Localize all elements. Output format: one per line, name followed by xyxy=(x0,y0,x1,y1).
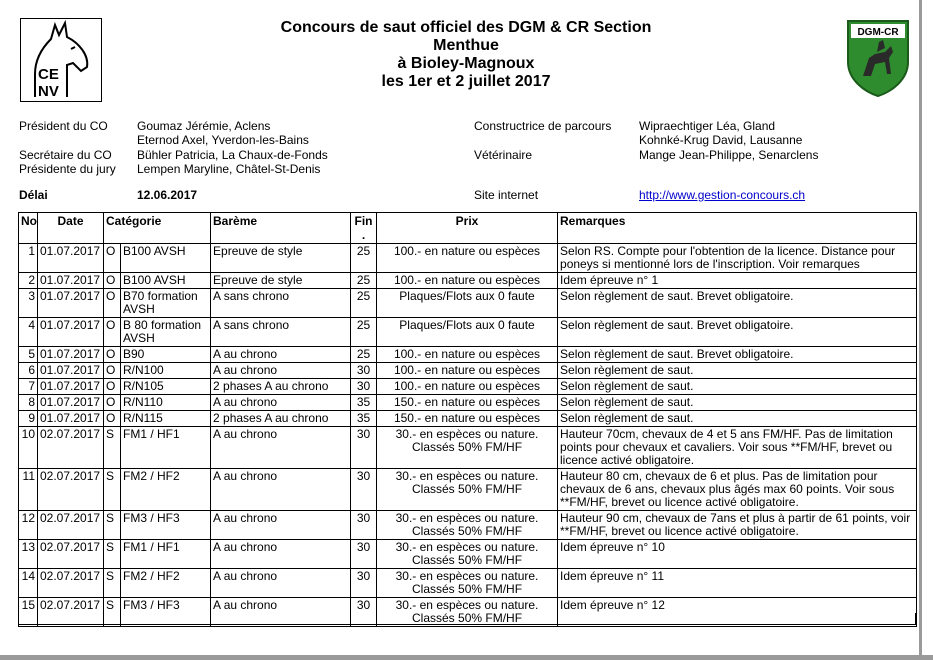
row-type: O xyxy=(104,347,121,363)
page-edge-shadow xyxy=(919,0,922,660)
site-link[interactable]: http://www.gestion-concours.ch xyxy=(639,188,806,202)
row-remarques: Hauteur 70cm, chevaux de 4 et 5 ans FM/HF. Pas de limitation points pour chevaux et cavaliers. Voir sous **FM/HF, brevet ou licence activé obligatoire. xyxy=(558,427,917,469)
row-category: B100 AVSH xyxy=(121,273,211,289)
row-fin: 30 xyxy=(351,427,377,469)
row-category: B 80 formation AVSH xyxy=(121,318,211,347)
row-prix: 100.- en nature ou espèces xyxy=(377,363,558,379)
table-row xyxy=(19,511,917,540)
header-fin: Fin . xyxy=(351,213,377,244)
row-fin: 25 xyxy=(351,289,377,318)
row-prix: 150.- en nature ou espèces xyxy=(377,411,558,427)
table-row xyxy=(19,318,917,347)
title-line-3: à Bioley-Magnoux xyxy=(397,55,535,72)
row-category: B90 xyxy=(121,347,211,363)
secretary-name: Bühler Patricia, La Chaux-de-Fonds xyxy=(137,148,328,162)
row-category: FM3 / HF3 xyxy=(121,511,211,540)
row-fin: 30 xyxy=(351,363,377,379)
row-remarques: Selon règlement de saut. Brevet obligatoire. xyxy=(558,289,917,318)
row-category: R/N105 xyxy=(121,379,211,395)
row-type: S xyxy=(104,569,121,598)
row-prix: 150.- en nature ou espèces xyxy=(377,395,558,411)
table-row xyxy=(19,411,917,427)
row-type: S xyxy=(104,469,121,511)
row-remarques: Selon règlement de saut. xyxy=(558,363,917,379)
row-prix: 30.- en espèces ou nature. Classés 50% FM/HF xyxy=(377,469,558,511)
table-row xyxy=(19,427,917,469)
row-date: 02.07.2017 xyxy=(38,427,104,469)
row-prix: 100.- en nature ou espèces xyxy=(377,244,558,273)
row-remarques: Selon RS. Compte pour l'obtention de la licence. Distance pour poneys si mentionné lors de l'inscription. Voir remarques xyxy=(558,244,917,273)
row-fin: 25 xyxy=(351,244,377,273)
president-name-2: Eternod Axel, Yverdon-les-Bains xyxy=(137,133,309,147)
row-number: 4 xyxy=(19,318,38,347)
row-type: O xyxy=(104,395,121,411)
row-date: 01.07.2017 xyxy=(38,318,104,347)
row-number: 12 xyxy=(19,511,38,540)
row-category: FM1 / HF1 xyxy=(121,427,211,469)
course-builder-name-2: Kohnké-Krug David, Lausanne xyxy=(639,133,803,147)
row-type: O xyxy=(104,411,121,427)
row-bareme: Epreuve de style xyxy=(211,244,351,273)
row-remarques: Hauteur 90 cm, chevaux de 7ans et plus à partir de 61 points, voir **FM/HF, brevet ou licence activé obligatoire. xyxy=(558,511,917,540)
row-type: O xyxy=(104,363,121,379)
row-prix: 100.- en nature ou espèces xyxy=(377,273,558,289)
vet-name: Mange Jean-Philippe, Senarclens xyxy=(639,148,819,162)
row-number: 10 xyxy=(19,427,38,469)
row-fin: 30 xyxy=(351,469,377,511)
table-row xyxy=(19,395,917,411)
table-header-row xyxy=(19,213,917,244)
row-date: 02.07.2017 xyxy=(38,469,104,511)
header-no: No xyxy=(19,213,38,244)
row-date: 02.07.2017 xyxy=(38,540,104,569)
row-bareme: Epreuve de style xyxy=(211,273,351,289)
row-category: FM1 / HF1 xyxy=(121,540,211,569)
row-bareme: A au chrono xyxy=(211,395,351,411)
row-remarques: Idem épreuve n° 11 xyxy=(558,569,917,598)
row-prix: 30.- en espèces ou nature. Classés 50% FM/HF xyxy=(377,598,558,627)
row-fin: 25 xyxy=(351,318,377,347)
row-bareme: A au chrono xyxy=(211,598,351,627)
row-prix: 30.- en espèces ou nature. Classés 50% FM/HF xyxy=(377,540,558,569)
row-type: S xyxy=(104,540,121,569)
vet-label: Vétérinaire xyxy=(474,148,533,162)
row-date: 02.07.2017 xyxy=(38,598,104,627)
dgm-cr-logo xyxy=(845,18,911,98)
row-category: FM2 / HF2 xyxy=(121,469,211,511)
header-bareme: Barème xyxy=(211,213,351,244)
table-row xyxy=(19,273,917,289)
delai-value: 12.06.2017 xyxy=(137,188,198,202)
row-bareme: A au chrono xyxy=(211,540,351,569)
row-fin: 30 xyxy=(351,569,377,598)
row-fin: 35 xyxy=(351,395,377,411)
row-fin: 25 xyxy=(351,273,377,289)
row-fin: 35 xyxy=(351,411,377,427)
title-line-2: Menthue xyxy=(433,37,499,54)
table-row xyxy=(19,289,917,318)
row-type: O xyxy=(104,273,121,289)
row-prix: 30.- en espèces ou nature. Classés 50% FM/HF xyxy=(377,511,558,540)
cenv-logo xyxy=(20,18,102,102)
row-category: R/N110 xyxy=(121,395,211,411)
row-number: 8 xyxy=(19,395,38,411)
row-category: B70 formation AVSH xyxy=(121,289,211,318)
row-fin: 30 xyxy=(351,598,377,627)
row-number: 11 xyxy=(19,469,38,511)
row-bareme: A au chrono xyxy=(211,469,351,511)
row-prix: 30.- en espèces ou nature. Classés 50% FM/HF xyxy=(377,427,558,469)
row-category: R/N115 xyxy=(121,411,211,427)
row-fin: 30 xyxy=(351,540,377,569)
row-fin: 30 xyxy=(351,379,377,395)
secretary-label: Secrétaire du CO xyxy=(19,148,112,162)
page-title xyxy=(160,19,772,91)
row-number: 2 xyxy=(19,273,38,289)
row-number: 5 xyxy=(19,347,38,363)
row-number: 15 xyxy=(19,598,38,627)
row-type: O xyxy=(104,318,121,347)
row-number: 14 xyxy=(19,569,38,598)
row-number: 9 xyxy=(19,411,38,427)
table-row xyxy=(19,469,917,511)
row-date: 01.07.2017 xyxy=(38,363,104,379)
row-bareme: A sans chrono xyxy=(211,289,351,318)
row-number: 3 xyxy=(19,289,38,318)
row-type: S xyxy=(104,511,121,540)
jury-name: Lempen Maryline, Châtel-St-Denis xyxy=(137,162,321,176)
row-type: O xyxy=(104,289,121,318)
table-row xyxy=(19,347,917,363)
jury-label: Présidente du jury xyxy=(19,162,116,176)
row-bareme: A au chrono xyxy=(211,427,351,469)
row-prix: 100.- en nature ou espèces xyxy=(377,379,558,395)
table-row xyxy=(19,540,917,569)
svg-text:CE: CE xyxy=(38,66,59,83)
row-bareme: 2 phases A au chrono xyxy=(211,379,351,395)
row-category: R/N100 xyxy=(121,363,211,379)
header-remarques: Remarques xyxy=(558,213,917,244)
table-row xyxy=(19,569,917,598)
title-line-1: Concours de saut officiel des DGM & CR Section xyxy=(280,19,652,36)
row-date: 01.07.2017 xyxy=(38,289,104,318)
delai-label: Délai xyxy=(19,188,48,202)
shield-icon xyxy=(845,18,911,98)
president-name-1: Goumaz Jérémie, Aclens xyxy=(137,119,271,133)
site-label: Site internet xyxy=(474,188,539,202)
row-number: 6 xyxy=(19,363,38,379)
row-remarques: Selon règlement de saut. xyxy=(558,379,917,395)
row-prix: 100.- en nature ou espèces xyxy=(377,347,558,363)
row-bareme: A sans chrono xyxy=(211,318,351,347)
row-number: 7 xyxy=(19,379,38,395)
schedule-table xyxy=(18,212,917,627)
svg-text:NV: NV xyxy=(38,83,59,100)
row-type: O xyxy=(104,244,121,273)
row-remarques: Idem épreuve n° 1 xyxy=(558,273,917,289)
table-row xyxy=(19,379,917,395)
header-categorie: Catégorie xyxy=(104,213,211,244)
row-date: 01.07.2017 xyxy=(38,379,104,395)
table-row xyxy=(19,363,917,379)
row-number: 13 xyxy=(19,540,38,569)
row-type: S xyxy=(104,598,121,627)
row-prix: 30.- en espèces ou nature. Classés 50% FM/HF xyxy=(377,569,558,598)
row-date: 02.07.2017 xyxy=(38,569,104,598)
row-bareme: A au chrono xyxy=(211,347,351,363)
horse-head-icon xyxy=(21,19,101,101)
row-type: S xyxy=(104,427,121,469)
row-type: O xyxy=(104,379,121,395)
row-remarques: Selon règlement de saut. xyxy=(558,395,917,411)
row-remarques: Selon règlement de saut. Brevet obligatoire. xyxy=(558,318,917,347)
row-number: 1 xyxy=(19,244,38,273)
row-bareme: A au chrono xyxy=(211,569,351,598)
header-date: Date xyxy=(38,213,104,244)
row-category: FM3 / HF3 xyxy=(121,598,211,627)
row-remarques: Selon règlement de saut. Brevet obligatoire. xyxy=(558,347,917,363)
row-date: 01.07.2017 xyxy=(38,244,104,273)
row-bareme: 2 phases A au chrono xyxy=(211,411,351,427)
title-line-4: les 1er et 2 juillet 2017 xyxy=(381,73,551,90)
row-category: B100 AVSH xyxy=(121,244,211,273)
row-prix: Plaques/Flots aux 0 faute xyxy=(377,318,558,347)
row-date: 01.07.2017 xyxy=(38,273,104,289)
table-bottom-filler xyxy=(18,613,916,625)
row-remarques: Hauteur 80 cm, chevaux de 6 et plus. Pas de limitation pour chevaux de 6 ans, chevaux plus âgés max 60 points. Voir sous **FM/HF, brevet ou licence activé obligatoire. xyxy=(558,469,917,511)
table-row xyxy=(19,244,917,273)
row-prix: Plaques/Flots aux 0 faute xyxy=(377,289,558,318)
row-bareme: A au chrono xyxy=(211,363,351,379)
course-builder-name-1: Wipraechtiger Léa, Gland xyxy=(639,119,776,133)
page-edge-shadow-bottom xyxy=(0,655,933,660)
row-date: 01.07.2017 xyxy=(38,347,104,363)
row-fin: 25 xyxy=(351,347,377,363)
row-date: 01.07.2017 xyxy=(38,395,104,411)
row-bareme: A au chrono xyxy=(211,511,351,540)
svg-text:DGM-CR: DGM-CR xyxy=(857,27,899,38)
row-remarques: Idem épreuve n° 10 xyxy=(558,540,917,569)
row-category: FM2 / HF2 xyxy=(121,569,211,598)
row-remarques: Idem épreuve n° 12 xyxy=(558,598,917,627)
row-remarques: Selon règlement de saut. xyxy=(558,411,917,427)
course-builder-label: Constructrice de parcours xyxy=(474,119,612,133)
president-label: Président du CO xyxy=(19,119,108,133)
row-date: 01.07.2017 xyxy=(38,411,104,427)
header-prix: Prix xyxy=(377,213,558,244)
row-fin: 30 xyxy=(351,511,377,540)
row-date: 02.07.2017 xyxy=(38,511,104,540)
